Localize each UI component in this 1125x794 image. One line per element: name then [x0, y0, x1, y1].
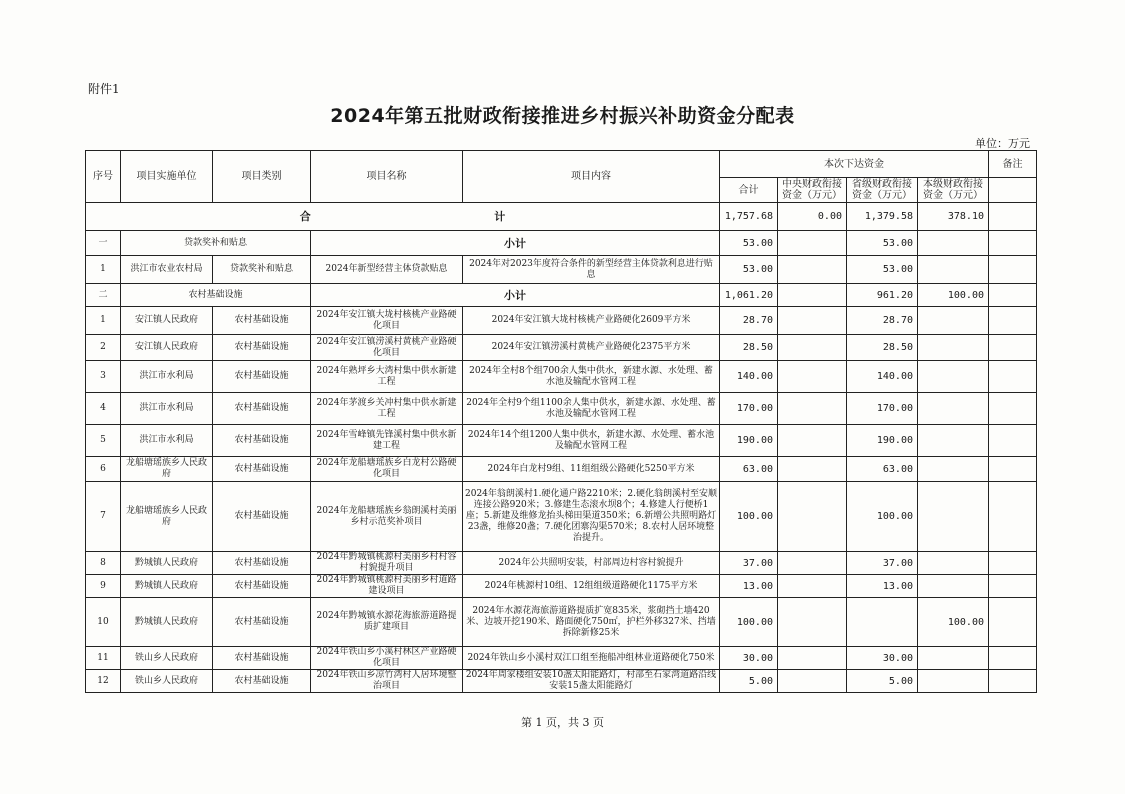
remark-cell	[989, 231, 1037, 256]
row-total: 190.00	[720, 425, 778, 457]
page-footer: 第 1 页，共 3 页	[521, 716, 604, 729]
row-central	[778, 670, 847, 693]
row-content: 2024年白龙村9组、11组组级公路硬化5250平方米	[463, 457, 720, 482]
row-org: 黔城镇人民政府	[121, 598, 213, 647]
row-provincial: 37.00	[847, 552, 918, 575]
row-content: 2024年公共照明安装，村部周边村容村貌提升	[463, 552, 720, 575]
row-central	[778, 482, 847, 552]
remark-cell	[989, 393, 1037, 425]
remark-cell	[989, 284, 1037, 307]
table-row	[86, 307, 1037, 335]
section-name: 农村基础设施	[121, 284, 311, 307]
row-central	[778, 393, 847, 425]
section-central	[778, 231, 847, 256]
header-name: 项目名称	[311, 151, 463, 203]
row-central	[778, 335, 847, 361]
row-provincial: 190.00	[847, 425, 918, 457]
section-local	[918, 231, 989, 256]
row-seq: 2	[86, 335, 121, 361]
row-local	[918, 393, 989, 425]
row-content: 2024年桃源村10组、12组组级道路硬化1175平方米	[463, 575, 720, 598]
row-total: 170.00	[720, 393, 778, 425]
section-row	[86, 231, 1037, 256]
remark-cell	[989, 425, 1037, 457]
row-content: 2024年全村8个组700余人集中供水，新建水源、水处理、蓄水池及输配水管网工程	[463, 361, 720, 393]
unit-label: 单位：万元	[975, 137, 1030, 150]
row-category: 农村基础设施	[213, 457, 311, 482]
row-seq: 6	[86, 457, 121, 482]
row-content: 2024年对2023年度符合条件的新型经营主体贷款利息进行贴息	[463, 256, 720, 284]
row-total: 5.00	[720, 670, 778, 693]
row-seq: 12	[86, 670, 121, 693]
row-provincial: 5.00	[847, 670, 918, 693]
section-local: 100.00	[918, 284, 989, 307]
row-central	[778, 575, 847, 598]
row-seq: 8	[86, 552, 121, 575]
row-local	[918, 335, 989, 361]
row-local	[918, 670, 989, 693]
row-project-name: 2024年黔城镇桃源村美丽乡村村容村貌提升项目	[311, 552, 463, 575]
header-org: 项目实施单位	[121, 151, 213, 203]
row-category: 贷款奖补和贴息	[213, 256, 311, 284]
remark-cell	[989, 203, 1037, 231]
section-name: 贷款奖补和贴息	[121, 231, 311, 256]
row-total: 28.50	[720, 335, 778, 361]
header-remark: 备注	[989, 151, 1037, 178]
row-project-name: 2024年铁山乡小溪村林区产业路硬化项目	[311, 647, 463, 670]
row-seq: 1	[86, 307, 121, 335]
row-category: 农村基础设施	[213, 647, 311, 670]
section-central	[778, 284, 847, 307]
row-seq: 10	[86, 598, 121, 647]
row-category: 农村基础设施	[213, 307, 311, 335]
row-seq: 3	[86, 361, 121, 393]
row-provincial: 140.00	[847, 361, 918, 393]
grand-total-provincial: 1,379.58	[847, 203, 918, 231]
row-org: 洪江市水利局	[121, 361, 213, 393]
row-content: 2024年14个组1200人集中供水，新建水源、水处理、蓄水池及输配水管网工程	[463, 425, 720, 457]
header-total: 合计	[720, 178, 778, 203]
row-local: 100.00	[918, 598, 989, 647]
row-central	[778, 361, 847, 393]
row-org: 铁山乡人民政府	[121, 647, 213, 670]
row-provincial: 13.00	[847, 575, 918, 598]
section-row	[86, 284, 1037, 307]
row-central	[778, 598, 847, 647]
header-content: 项目内容	[463, 151, 720, 203]
row-local	[918, 457, 989, 482]
row-seq: 5	[86, 425, 121, 457]
row-central	[778, 425, 847, 457]
row-total: 140.00	[720, 361, 778, 393]
row-org: 龙船塘瑶族乡人民政府	[121, 457, 213, 482]
row-local	[918, 256, 989, 284]
row-project-name: 2024年茅渡乡关冲村集中供水新建工程	[311, 393, 463, 425]
row-content: 2024年安江镇涝溪村黄桃产业路硬化2375平方米	[463, 335, 720, 361]
table-row	[86, 425, 1037, 457]
remark-cell	[989, 307, 1037, 335]
row-provincial: 30.00	[847, 647, 918, 670]
table-row	[86, 482, 1037, 552]
section-total: 53.00	[720, 231, 778, 256]
row-org: 安江镇人民政府	[121, 307, 213, 335]
row-org: 黔城镇人民政府	[121, 575, 213, 598]
row-total: 30.00	[720, 647, 778, 670]
row-content: 2024年水源花海旅游道路提质扩宽835米，浆砌挡土墙420米、边坡开挖190米、路面硬化750㎡，护栏外移327米、挡墙拆除新修25米	[463, 598, 720, 647]
row-org: 洪江市水利局	[121, 425, 213, 457]
remark-cell	[989, 647, 1037, 670]
table-row	[86, 598, 1037, 647]
row-org: 铁山乡人民政府	[121, 670, 213, 693]
remark-cell	[989, 670, 1037, 693]
section-seq: 一	[86, 231, 121, 256]
header-provincial: 省级财政衔接资金（万元）	[847, 178, 918, 203]
row-project-name: 2024年龙船塘瑶族乡翁朗溪村美丽乡村示范奖补项目	[311, 482, 463, 552]
grand-total-central: 0.00	[778, 203, 847, 231]
table-row	[86, 552, 1037, 575]
row-central	[778, 647, 847, 670]
row-seq: 11	[86, 647, 121, 670]
section-subtotal-label: 小计	[311, 284, 720, 307]
section-subtotal-label: 小计	[311, 231, 720, 256]
remark-cell	[989, 575, 1037, 598]
row-provincial: 28.70	[847, 307, 918, 335]
table-row	[86, 647, 1037, 670]
table-row	[86, 256, 1037, 284]
row-content: 2024年翁朗溪村1.硬化通户路2210米；2.硬化翁朗溪村至安顺连接公路920米；3.修建生态滚水坝8个；4.修建人行便桥1座；5.新建及维修龙抬头梯田渠道350米；6.新增公共照明路灯23盏，维修20盏；7.硬化团寨沟渠570米；8.农村人居环境整治提升。	[463, 482, 720, 552]
row-org: 龙船塘瑶族乡人民政府	[121, 482, 213, 552]
remark-cell	[989, 552, 1037, 575]
row-project-name: 2024年黔城镇桃源村美丽乡村道路建设项目	[311, 575, 463, 598]
remark-cell	[989, 335, 1037, 361]
row-project-name: 2024年安江镇大垅村核桃产业路硬化项目	[311, 307, 463, 335]
row-category: 农村基础设施	[213, 575, 311, 598]
row-provincial: 53.00	[847, 256, 918, 284]
header-seq: 序号	[86, 151, 121, 203]
grand-total-local: 378.10	[918, 203, 989, 231]
row-project-name: 2024年龙船塘瑶族乡白龙村公路硬化项目	[311, 457, 463, 482]
row-central	[778, 457, 847, 482]
row-project-name: 2024年安江镇涝溪村黄桃产业路硬化项目	[311, 335, 463, 361]
row-content: 2024年安江镇大垅村核桃产业路硬化2609平方米	[463, 307, 720, 335]
table-row	[86, 670, 1037, 693]
grand-total-row	[86, 203, 1037, 231]
page-title: 2024年第五批财政衔接推进乡村振兴补助资金分配表	[330, 105, 795, 127]
row-local	[918, 482, 989, 552]
header-funds: 本次下达资金	[720, 151, 989, 178]
header-row	[86, 151, 1037, 178]
row-seq: 9	[86, 575, 121, 598]
grand-total-label-b: 计	[494, 210, 506, 223]
row-local	[918, 552, 989, 575]
grand-total-label-a: 合	[299, 210, 311, 223]
row-total: 28.70	[720, 307, 778, 335]
row-category: 农村基础设施	[213, 361, 311, 393]
row-org: 洪江市水利局	[121, 393, 213, 425]
row-content: 2024年全村9个组1100余人集中供水，新建水源、水处理、蓄水池及输配水管网工程	[463, 393, 720, 425]
header-local: 本级财政衔接资金（万元）	[918, 178, 989, 203]
row-org: 洪江市农业农村局	[121, 256, 213, 284]
remark-cell	[989, 256, 1037, 284]
row-local	[918, 307, 989, 335]
row-local	[918, 425, 989, 457]
row-total: 100.00	[720, 598, 778, 647]
grand-total-label	[86, 203, 720, 231]
row-total: 37.00	[720, 552, 778, 575]
row-provincial: 63.00	[847, 457, 918, 482]
row-content: 2024年铁山乡小溪村双江口组至拖船冲组林业道路硬化750米	[463, 647, 720, 670]
row-category: 农村基础设施	[213, 335, 311, 361]
row-org: 安江镇人民政府	[121, 335, 213, 361]
row-project-name: 2024年黔城镇水源花海旅游道路提质扩建项目	[311, 598, 463, 647]
header-central: 中央财政衔接资金（万元）	[778, 178, 847, 203]
row-provincial: 170.00	[847, 393, 918, 425]
table-row	[86, 335, 1037, 361]
row-category: 农村基础设施	[213, 670, 311, 693]
row-category: 农村基础设施	[213, 393, 311, 425]
row-category: 农村基础设施	[213, 598, 311, 647]
row-local	[918, 647, 989, 670]
table-row	[86, 575, 1037, 598]
row-central	[778, 307, 847, 335]
row-local	[918, 575, 989, 598]
row-category: 农村基础设施	[213, 552, 311, 575]
table-row	[86, 457, 1037, 482]
row-seq: 4	[86, 393, 121, 425]
row-local	[918, 361, 989, 393]
row-seq: 1	[86, 256, 121, 284]
attachment-label: 附件1	[88, 82, 120, 96]
header-category: 项目类别	[213, 151, 311, 203]
section-seq: 二	[86, 284, 121, 307]
section-provincial: 53.00	[847, 231, 918, 256]
row-central	[778, 256, 847, 284]
row-total: 100.00	[720, 482, 778, 552]
allocation-table	[85, 150, 1037, 693]
row-category: 农村基础设施	[213, 482, 311, 552]
row-content: 2024年周家楼组安装10盏太阳能路灯，村部至石家湾道路沿线安装15盏太阳能路灯	[463, 670, 720, 693]
remark-cell	[989, 457, 1037, 482]
row-total: 13.00	[720, 575, 778, 598]
row-project-name: 2024年雪峰镇先锋溪村集中供水新建工程	[311, 425, 463, 457]
remark-cell	[989, 361, 1037, 393]
remark-cell	[989, 598, 1037, 647]
row-provincial: 100.00	[847, 482, 918, 552]
row-provincial	[847, 598, 918, 647]
section-provincial: 961.20	[847, 284, 918, 307]
row-provincial: 28.50	[847, 335, 918, 361]
table-row	[86, 393, 1037, 425]
row-org: 黔城镇人民政府	[121, 552, 213, 575]
row-category: 农村基础设施	[213, 425, 311, 457]
row-project-name: 2024年铁山乡凉竹湾村人居环境整治项目	[311, 670, 463, 693]
row-total: 53.00	[720, 256, 778, 284]
remark-cell	[989, 482, 1037, 552]
table-row	[86, 361, 1037, 393]
section-total: 1,061.20	[720, 284, 778, 307]
row-total: 63.00	[720, 457, 778, 482]
row-central	[778, 552, 847, 575]
row-seq: 7	[86, 482, 121, 552]
row-project-name: 2024年新型经营主体贷款贴息	[311, 256, 463, 284]
remark-cell	[989, 178, 1037, 203]
row-project-name: 2024年熟坪乡大湾村集中供水新建工程	[311, 361, 463, 393]
grand-total-sum: 1,757.68	[720, 203, 778, 231]
